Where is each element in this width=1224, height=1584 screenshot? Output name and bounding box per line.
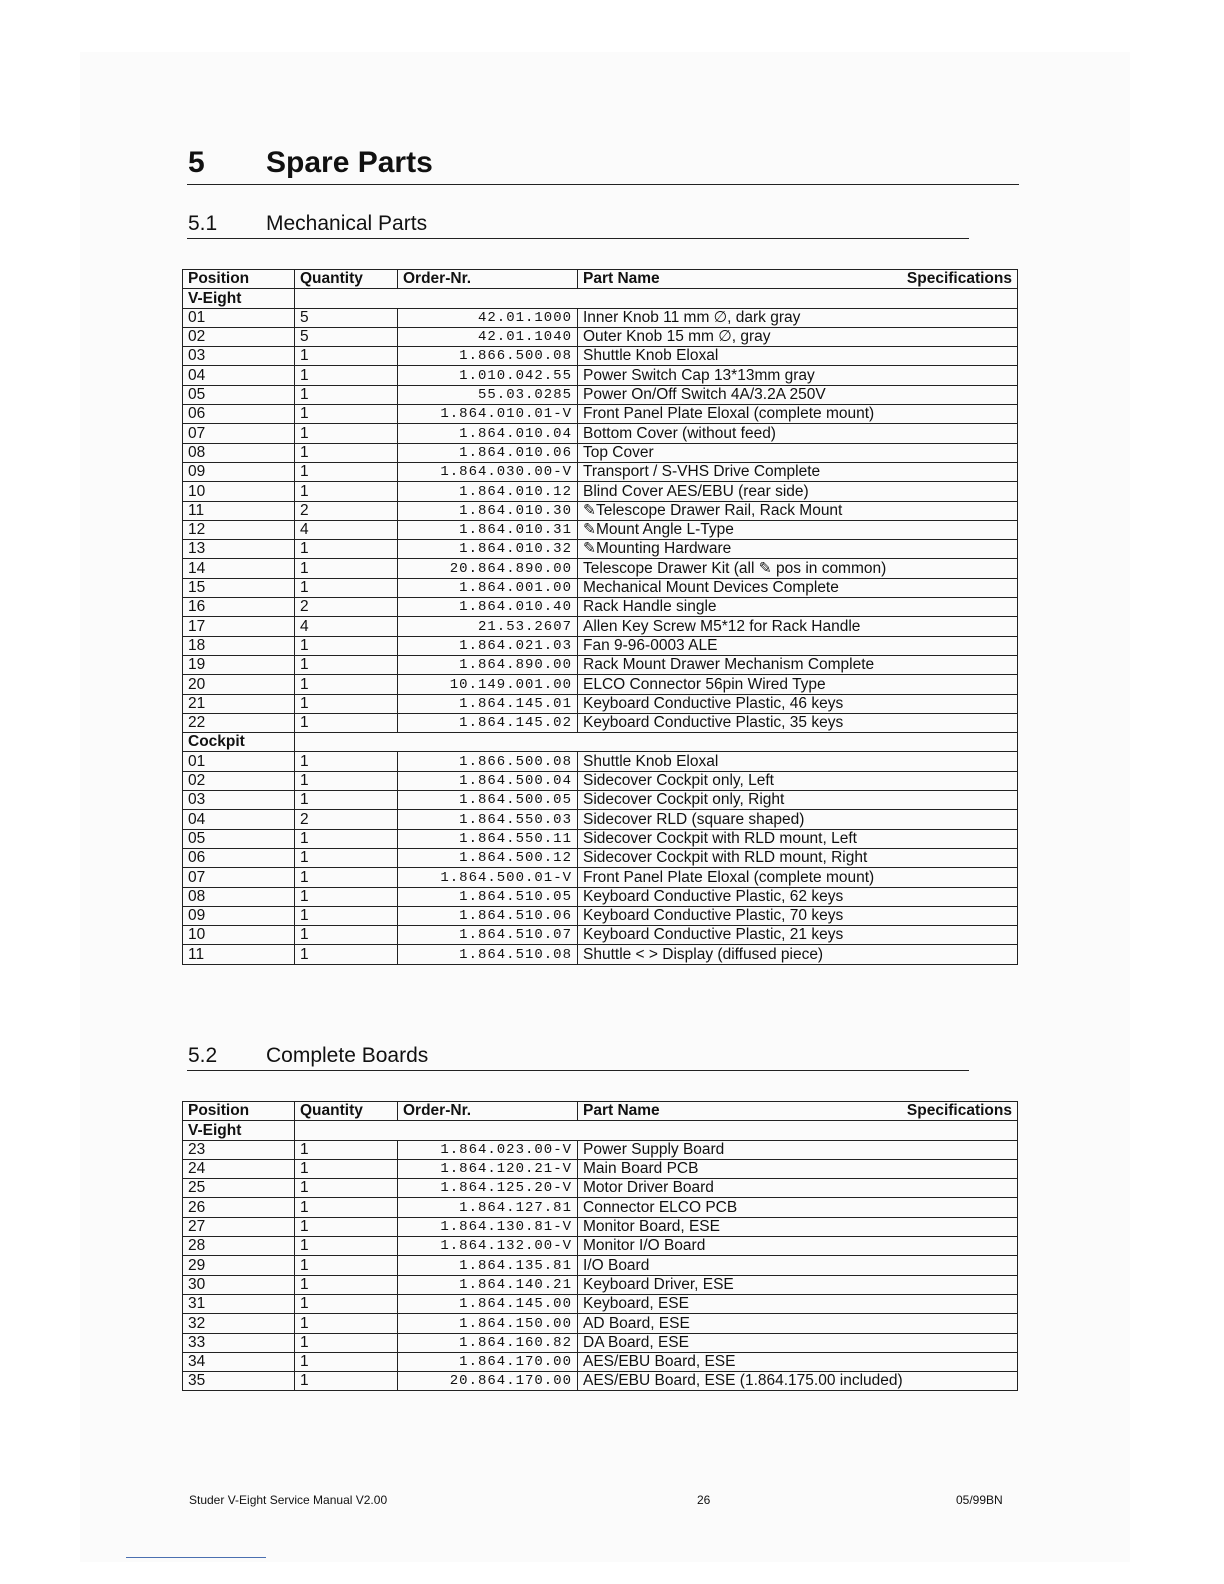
table-row [183, 771, 1018, 790]
chapter-title: Spare Parts [266, 146, 433, 179]
col-header-quantity: Quantity [295, 270, 398, 289]
part-name-cell: Keyboard Conductive Plastic, 62 keys [578, 887, 1018, 906]
section-heading-boards [187, 1044, 969, 1071]
position-cell: 02 [183, 771, 295, 790]
part-name-cell: Keyboard Conductive Plastic, 21 keys [578, 926, 1018, 945]
quantity-cell: 1 [295, 366, 398, 385]
order-number-cell: 1.864.010.04 [398, 424, 578, 443]
table-row [183, 887, 1018, 906]
chapter-heading [187, 146, 1019, 185]
quantity-cell: 1 [295, 713, 398, 732]
table-row [183, 1179, 1018, 1198]
order-number-cell: 1.864.010.30 [398, 501, 578, 520]
table-row [183, 1140, 1018, 1159]
position-cell: 01 [183, 752, 295, 771]
position-cell: 07 [183, 424, 295, 443]
table-row [183, 1256, 1018, 1275]
position-cell: 30 [183, 1275, 295, 1294]
table-row [183, 443, 1018, 462]
table-row [183, 675, 1018, 694]
part-name-cell: Shuttle Knob Eloxal [578, 347, 1018, 366]
position-cell: 34 [183, 1352, 295, 1371]
part-name-cell: Front Panel Plate Eloxal (complete mount) [578, 405, 1018, 424]
part-name-cell: Top Cover [578, 443, 1018, 462]
quantity-cell: 1 [295, 926, 398, 945]
table-row [183, 694, 1018, 713]
position-cell: 19 [183, 655, 295, 674]
order-number-cell: 1.864.145.01 [398, 694, 578, 713]
link-underline [126, 1557, 266, 1558]
position-cell: 23 [183, 1140, 295, 1159]
table-row [183, 945, 1018, 964]
order-number-cell: 1.864.550.03 [398, 810, 578, 829]
part-name-cell: Telescope Drawer Kit (all ✎ pos in common) [578, 559, 1018, 578]
part-name-cell: Motor Driver Board [578, 1179, 1018, 1198]
order-number-cell: 1.864.010.40 [398, 598, 578, 617]
part-name-cell: Shuttle < > Display (diffused piece) [578, 945, 1018, 964]
position-cell: 25 [183, 1179, 295, 1198]
table-row [183, 810, 1018, 829]
table-row [183, 424, 1018, 443]
table-row [183, 366, 1018, 385]
quantity-cell: 2 [295, 810, 398, 829]
position-cell: 03 [183, 791, 295, 810]
order-number-cell: 1.864.150.00 [398, 1314, 578, 1333]
order-number-cell: 1.864.145.00 [398, 1294, 578, 1313]
order-number-cell: 1.864.010.06 [398, 443, 578, 462]
complete-boards-table [182, 1101, 1018, 1391]
part-name-cell: DA Board, ESE [578, 1333, 1018, 1352]
group-row [183, 1121, 1018, 1140]
order-number-cell: 1.864.500.04 [398, 771, 578, 790]
table-row [183, 1275, 1018, 1294]
section-title: Mechanical Parts [266, 212, 428, 235]
order-number-cell: 1.864.170.00 [398, 1352, 578, 1371]
col-header-part-name [578, 270, 1018, 289]
part-name-cell: Shuttle Knob Eloxal [578, 752, 1018, 771]
order-number-cell: 1.864.145.02 [398, 713, 578, 732]
part-name-cell: Sidecover Cockpit with RLD mount, Right [578, 848, 1018, 867]
quantity-cell: 1 [295, 405, 398, 424]
table-row [183, 791, 1018, 810]
chapter-number: 5 [188, 146, 205, 179]
part-name-cell: Sidecover Cockpit only, Left [578, 771, 1018, 790]
position-cell: 17 [183, 617, 295, 636]
order-number-cell: 1.864.510.08 [398, 945, 578, 964]
part-name-cell: ELCO Connector 56pin Wired Type [578, 675, 1018, 694]
order-number-cell: 1.866.500.08 [398, 752, 578, 771]
quantity-cell: 1 [295, 945, 398, 964]
order-number-cell: 1.864.010.01-V [398, 405, 578, 424]
quantity-cell: 1 [295, 578, 398, 597]
group-label: Cockpit [183, 733, 295, 752]
part-name-cell: Rack Mount Drawer Mechanism Complete [578, 655, 1018, 674]
position-cell: 10 [183, 482, 295, 501]
position-cell: 13 [183, 540, 295, 559]
position-cell: 08 [183, 443, 295, 462]
part-name-cell: Connector ELCO PCB [578, 1198, 1018, 1217]
order-number-cell: 1.864.132.00-V [398, 1237, 578, 1256]
order-number-cell: 1.864.010.32 [398, 540, 578, 559]
position-cell: 22 [183, 713, 295, 732]
table-row [183, 1198, 1018, 1217]
table-row [183, 1352, 1018, 1371]
table-row [183, 1333, 1018, 1352]
quantity-cell: 1 [295, 791, 398, 810]
group-spacer [295, 1121, 1018, 1140]
footer-manual-title: Studer V-Eight Service Manual V2.00 [189, 1493, 388, 1507]
order-number-cell: 1.864.120.21-V [398, 1159, 578, 1178]
table-row [183, 347, 1018, 366]
order-number-cell: 1.866.500.08 [398, 347, 578, 366]
part-name-cell: Monitor Board, ESE [578, 1217, 1018, 1236]
part-name-cell: ✎Mounting Hardware [578, 540, 1018, 559]
footer-page-number: 26 [697, 1493, 711, 1507]
table-row [183, 1372, 1018, 1391]
quantity-cell: 1 [295, 559, 398, 578]
quantity-cell: 1 [295, 887, 398, 906]
position-cell: 20 [183, 675, 295, 694]
order-number-cell: 1.864.510.05 [398, 887, 578, 906]
part-name-cell: Sidecover Cockpit with RLD mount, Left [578, 829, 1018, 848]
table-row [183, 598, 1018, 617]
position-cell: 27 [183, 1217, 295, 1236]
order-number-cell: 10.149.001.00 [398, 675, 578, 694]
part-name-cell: Main Board PCB [578, 1159, 1018, 1178]
position-cell: 06 [183, 405, 295, 424]
quantity-cell: 1 [295, 1352, 398, 1371]
order-number-cell: 1.864.160.82 [398, 1333, 578, 1352]
quantity-cell: 1 [295, 771, 398, 790]
order-number-cell: 1.864.550.11 [398, 829, 578, 848]
position-cell: 35 [183, 1372, 295, 1391]
table-row [183, 308, 1018, 327]
quantity-cell: 1 [295, 1333, 398, 1352]
table-row [183, 462, 1018, 481]
order-number-cell: 1.864.127.81 [398, 1198, 578, 1217]
group-spacer [295, 733, 1018, 752]
quantity-cell: 1 [295, 1179, 398, 1198]
position-cell: 24 [183, 1159, 295, 1178]
order-number-cell: 1.864.130.81-V [398, 1217, 578, 1236]
quantity-cell: 1 [295, 655, 398, 674]
position-cell: 08 [183, 887, 295, 906]
table-row [183, 848, 1018, 867]
col-header-specifications: Specifications [906, 270, 1012, 288]
order-number-cell: 21.53.2607 [398, 617, 578, 636]
header-row [183, 1102, 1018, 1121]
position-cell: 10 [183, 926, 295, 945]
position-cell: 04 [183, 810, 295, 829]
part-name-cell: Power On/Off Switch 4A/3.2A 250V [578, 385, 1018, 404]
position-cell: 16 [183, 598, 295, 617]
table-row [183, 752, 1018, 771]
position-cell: 05 [183, 385, 295, 404]
order-number-cell: 1.864.500.05 [398, 791, 578, 810]
position-cell: 21 [183, 694, 295, 713]
quantity-cell: 1 [295, 1372, 398, 1391]
table-row [183, 713, 1018, 732]
col-header-part-label: Part Name [583, 270, 660, 288]
col-header-position: Position [183, 1102, 295, 1121]
quantity-cell: 2 [295, 598, 398, 617]
order-number-cell: 42.01.1000 [398, 308, 578, 327]
part-name-cell: Bottom Cover (without feed) [578, 424, 1018, 443]
order-number-cell: 1.864.010.12 [398, 482, 578, 501]
position-cell: 04 [183, 366, 295, 385]
order-number-cell: 1.864.125.20-V [398, 1179, 578, 1198]
part-name-cell: AD Board, ESE [578, 1314, 1018, 1333]
table-row [183, 540, 1018, 559]
order-number-cell: 1.864.021.03 [398, 636, 578, 655]
table-row [183, 1314, 1018, 1333]
footer-date-code: 05/99BN [956, 1493, 1003, 1507]
part-name-cell: Power Supply Board [578, 1140, 1018, 1159]
table-row [183, 1159, 1018, 1178]
part-name-cell: Rack Handle single [578, 598, 1018, 617]
order-number-cell: 20.864.890.00 [398, 559, 578, 578]
group-row [183, 733, 1018, 752]
quantity-cell: 4 [295, 520, 398, 539]
table-row [183, 385, 1018, 404]
table-row [183, 655, 1018, 674]
position-cell: 33 [183, 1333, 295, 1352]
table-row [183, 520, 1018, 539]
part-name-cell: Sidecover RLD (square shaped) [578, 810, 1018, 829]
section-heading-mechanical [187, 212, 969, 239]
quantity-cell: 1 [295, 1198, 398, 1217]
quantity-cell: 1 [295, 675, 398, 694]
position-cell: 09 [183, 906, 295, 925]
position-cell: 29 [183, 1256, 295, 1275]
section-title: Complete Boards [266, 1044, 429, 1067]
position-cell: 26 [183, 1198, 295, 1217]
quantity-cell: 1 [295, 347, 398, 366]
order-number-cell: 1.864.500.12 [398, 848, 578, 867]
part-name-cell: ✎Telescope Drawer Rail, Rack Mount [578, 501, 1018, 520]
part-name-cell: Fan 9-96-0003 ALE [578, 636, 1018, 655]
quantity-cell: 1 [295, 848, 398, 867]
quantity-cell: 1 [295, 868, 398, 887]
quantity-cell: 1 [295, 694, 398, 713]
part-name-cell: Mechanical Mount Devices Complete [578, 578, 1018, 597]
part-name-cell: Front Panel Plate Eloxal (complete mount) [578, 868, 1018, 887]
position-cell: 06 [183, 848, 295, 867]
position-cell: 01 [183, 308, 295, 327]
position-cell: 12 [183, 520, 295, 539]
table-row [183, 482, 1018, 501]
order-number-cell: 1.864.890.00 [398, 655, 578, 674]
quantity-cell: 1 [295, 1256, 398, 1275]
table-row [183, 559, 1018, 578]
part-name-cell: Monitor I/O Board [578, 1237, 1018, 1256]
order-number-cell: 1.864.500.01-V [398, 868, 578, 887]
order-number-cell: 1.864.140.21 [398, 1275, 578, 1294]
part-name-cell: Allen Key Screw M5*12 for Rack Handle [578, 617, 1018, 636]
mechanical-parts-table [182, 269, 1018, 965]
order-number-cell: 1.864.023.00-V [398, 1140, 578, 1159]
table-row [183, 868, 1018, 887]
col-header-specifications: Specifications [906, 1102, 1012, 1120]
order-number-cell: 1.864.030.00-V [398, 462, 578, 481]
part-name-cell: Keyboard, ESE [578, 1294, 1018, 1313]
position-cell: 03 [183, 347, 295, 366]
quantity-cell: 1 [295, 752, 398, 771]
part-name-cell: Inner Knob 11 mm ∅, dark gray [578, 308, 1018, 327]
table-row [183, 829, 1018, 848]
table-row [183, 405, 1018, 424]
group-spacer [295, 289, 1018, 308]
quantity-cell: 5 [295, 308, 398, 327]
table-row [183, 617, 1018, 636]
col-header-order-nr: Order-Nr. [398, 270, 578, 289]
quantity-cell: 1 [295, 462, 398, 481]
col-header-part-name [578, 1102, 1018, 1121]
quantity-cell: 1 [295, 906, 398, 925]
table-row [183, 1217, 1018, 1236]
quantity-cell: 4 [295, 617, 398, 636]
position-cell: 32 [183, 1314, 295, 1333]
position-cell: 11 [183, 945, 295, 964]
part-name-cell: Power Switch Cap 13*13mm gray [578, 366, 1018, 385]
position-cell: 02 [183, 327, 295, 346]
part-name-cell: Keyboard Conductive Plastic, 70 keys [578, 906, 1018, 925]
position-cell: 28 [183, 1237, 295, 1256]
quantity-cell: 1 [295, 636, 398, 655]
quantity-cell: 1 [295, 829, 398, 848]
quantity-cell: 1 [295, 1314, 398, 1333]
quantity-cell: 1 [295, 385, 398, 404]
order-number-cell: 1.010.042.55 [398, 366, 578, 385]
part-name-cell: Outer Knob 15 mm ∅, gray [578, 327, 1018, 346]
quantity-cell: 1 [295, 1275, 398, 1294]
section-number: 5.2 [188, 1044, 218, 1067]
part-name-cell: Blind Cover AES/EBU (rear side) [578, 482, 1018, 501]
part-name-cell: I/O Board [578, 1256, 1018, 1275]
part-name-cell: ✎Mount Angle L-Type [578, 520, 1018, 539]
quantity-cell: 1 [295, 482, 398, 501]
group-label: V-Eight [183, 1121, 295, 1140]
quantity-cell: 1 [295, 1217, 398, 1236]
part-name-cell: Sidecover Cockpit only, Right [578, 791, 1018, 810]
quantity-cell: 5 [295, 327, 398, 346]
order-number-cell: 55.03.0285 [398, 385, 578, 404]
order-number-cell: 1.864.510.06 [398, 906, 578, 925]
table-row [183, 636, 1018, 655]
table-row [183, 1294, 1018, 1313]
col-header-position: Position [183, 270, 295, 289]
table-row [183, 1237, 1018, 1256]
position-cell: 09 [183, 462, 295, 481]
quantity-cell: 1 [295, 443, 398, 462]
table-row [183, 926, 1018, 945]
position-cell: 11 [183, 501, 295, 520]
quantity-cell: 1 [295, 1159, 398, 1178]
quantity-cell: 1 [295, 540, 398, 559]
header-row [183, 270, 1018, 289]
position-cell: 05 [183, 829, 295, 848]
order-number-cell: 1.864.135.81 [398, 1256, 578, 1275]
position-cell: 14 [183, 559, 295, 578]
order-number-cell: 42.01.1040 [398, 327, 578, 346]
col-header-quantity: Quantity [295, 1102, 398, 1121]
quantity-cell: 1 [295, 1237, 398, 1256]
order-number-cell: 20.864.170.00 [398, 1372, 578, 1391]
order-number-cell: 1.864.001.00 [398, 578, 578, 597]
quantity-cell: 2 [295, 501, 398, 520]
table-row [183, 327, 1018, 346]
position-cell: 31 [183, 1294, 295, 1313]
table-row [183, 906, 1018, 925]
order-number-cell: 1.864.010.31 [398, 520, 578, 539]
order-number-cell: 1.864.510.07 [398, 926, 578, 945]
quantity-cell: 1 [295, 1140, 398, 1159]
position-cell: 07 [183, 868, 295, 887]
part-name-cell: Keyboard Driver, ESE [578, 1275, 1018, 1294]
part-name-cell: Keyboard Conductive Plastic, 35 keys [578, 713, 1018, 732]
col-header-order-nr: Order-Nr. [398, 1102, 578, 1121]
quantity-cell: 1 [295, 1294, 398, 1313]
quantity-cell: 1 [295, 424, 398, 443]
table-row [183, 501, 1018, 520]
part-name-cell: AES/EBU Board, ESE (1.864.175.00 included) [578, 1372, 1018, 1391]
col-header-part-label: Part Name [583, 1102, 660, 1120]
section-number: 5.1 [188, 212, 218, 235]
position-cell: 15 [183, 578, 295, 597]
part-name-cell: AES/EBU Board, ESE [578, 1352, 1018, 1371]
part-name-cell: Keyboard Conductive Plastic, 46 keys [578, 694, 1018, 713]
group-label: V-Eight [183, 289, 295, 308]
position-cell: 18 [183, 636, 295, 655]
table-row [183, 578, 1018, 597]
group-row [183, 289, 1018, 308]
part-name-cell: Transport / S-VHS Drive Complete [578, 462, 1018, 481]
